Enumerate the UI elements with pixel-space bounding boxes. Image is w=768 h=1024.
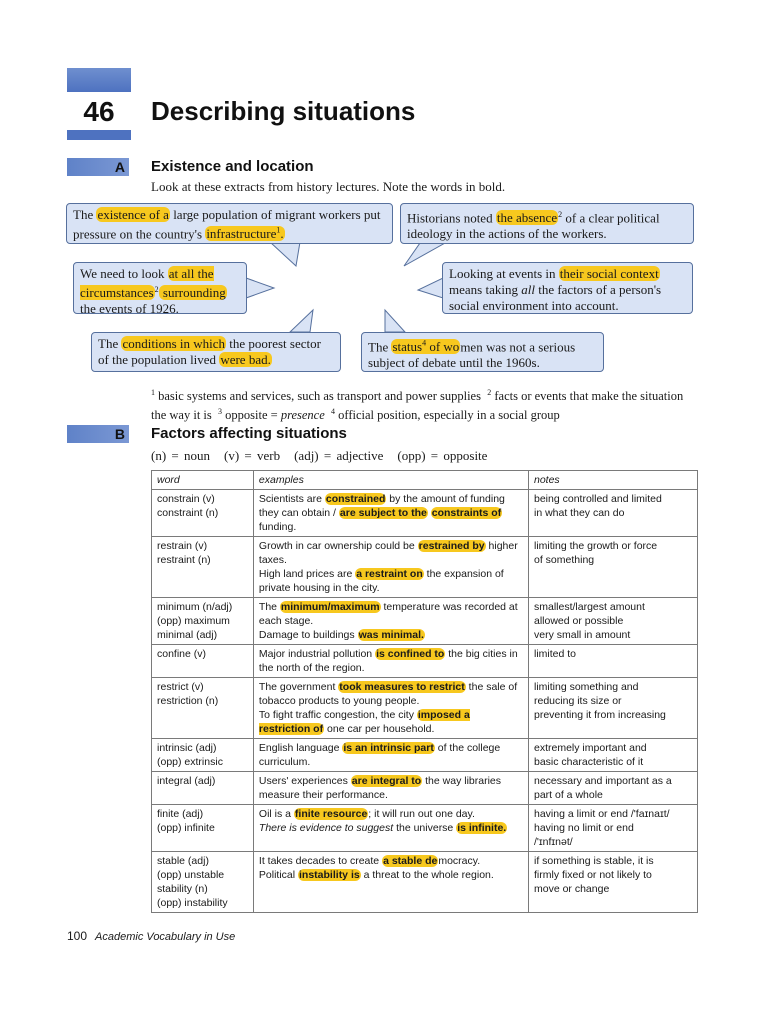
section-a-title: Existence and location	[151, 158, 314, 175]
notes-cell	[529, 852, 698, 913]
c1-text-2: large population of migrant workers put pressure on the country's	[73, 207, 381, 242]
header-notes: notes	[529, 471, 698, 490]
word: (opp) instability	[157, 897, 228, 909]
example-highlight: is an intrinsic part	[343, 742, 434, 754]
callout-circumstances	[73, 262, 247, 317]
note: basic characteristic of it	[534, 756, 644, 768]
c6-footnote-mark: 4	[422, 339, 427, 348]
example-text: the way libraries measure their performance.	[258, 775, 501, 801]
note: very small in amount	[534, 629, 631, 641]
note: necessary and important as a	[534, 775, 672, 787]
table-row	[152, 772, 698, 805]
example-highlight: minimum/maximum	[280, 601, 380, 613]
note: limited to	[534, 648, 577, 660]
example-cell	[253, 537, 528, 598]
notes-cell	[529, 739, 698, 772]
c6-highlight-1: status	[392, 339, 423, 355]
word-cell	[152, 739, 254, 772]
callout-conditions	[91, 332, 341, 372]
example-text: Damage to buildings	[258, 629, 358, 641]
footnote-1: basic systems and services, such as transport and power supplies	[158, 389, 481, 404]
c4-text-2: means taking	[449, 282, 522, 297]
note: being controlled and limited	[534, 493, 662, 505]
tail-4	[418, 278, 443, 298]
c1-text-3: .	[280, 226, 284, 242]
callout-absence	[400, 203, 694, 244]
c5-text-2: the poorest sector of the population lived	[98, 336, 321, 367]
table-row	[152, 805, 698, 852]
note: if something is stable, it is	[534, 855, 654, 867]
word-cell	[152, 805, 254, 852]
section-a-letter: A	[114, 159, 125, 175]
word: intrinsic (adj)	[157, 742, 217, 754]
page-number: 100	[67, 929, 88, 943]
example-text: The	[258, 601, 280, 613]
legend-verb: (v) = verb	[224, 448, 281, 463]
note: having no limit or end	[534, 822, 634, 834]
word-cell	[152, 852, 254, 913]
section-b-letter: B	[114, 426, 125, 442]
word: (opp) infinite	[157, 822, 215, 834]
example-highlight: finite resource	[294, 808, 368, 820]
notes-cell	[529, 537, 698, 598]
word: constrain (v)	[157, 493, 215, 505]
book-title: Academic Vocabulary in Use	[95, 931, 236, 943]
c6-text-2: men was not a serious subject of debate until the 1960s.	[368, 339, 576, 371]
example-highlight: instability is	[299, 869, 360, 881]
note: /'ɪnfɪnət/	[534, 836, 573, 848]
note: limiting the growth or force	[534, 540, 658, 552]
c5-text-1: The	[98, 336, 122, 351]
note: extremely important and	[534, 742, 647, 754]
header-examples: examples	[253, 471, 528, 490]
example-cell	[253, 490, 528, 537]
callout-status	[361, 332, 604, 372]
example-cell	[253, 598, 528, 645]
notes-cell	[529, 805, 698, 852]
c3-text-1: We need to look	[80, 266, 168, 281]
word: (opp) maximum	[157, 615, 230, 627]
word: finite (adj)	[157, 808, 204, 820]
example-text: The government	[258, 681, 339, 693]
word-cell	[152, 537, 254, 598]
tail-5	[290, 310, 313, 332]
example-highlight: constrained	[325, 493, 386, 505]
word: (opp) extrinsic	[157, 756, 223, 768]
example-text: by the amount of funding they can obtain /	[258, 493, 505, 519]
legend-noun: (n) = noun	[151, 448, 210, 463]
example-text: Oil is a	[258, 808, 294, 820]
c5-highlight-2: were bad.	[220, 352, 271, 367]
example-highlight: imposed a restriction of	[258, 709, 470, 735]
example-highlight: a restraint on	[356, 568, 423, 580]
example-text: of the college curriculum.	[258, 742, 501, 768]
legend-adjective: (adj) = adjective	[294, 448, 384, 463]
section-b-title: Factors affecting situations	[151, 425, 347, 442]
word-cell	[152, 772, 254, 805]
c5-highlight-1: conditions in which	[122, 336, 226, 351]
example-text: Scientists are	[258, 493, 325, 505]
tail-1	[270, 242, 300, 266]
footnote-4: official position, especially in a social group	[338, 408, 560, 423]
example-text: the sale of tobacco products to young people.	[258, 681, 518, 707]
c4-text-3: the factors of a person's social environment into account.	[449, 282, 662, 313]
c3-highlight-1: at all the circumstances	[80, 266, 214, 301]
example-highlight: is infinite.	[457, 822, 507, 834]
example-cell	[253, 772, 528, 805]
c1-footnote-mark: 1	[276, 226, 281, 235]
word: (opp) unstable	[157, 869, 225, 881]
word: stable (adj)	[157, 855, 209, 867]
footnote-3-mark: 3	[218, 407, 223, 417]
abbreviation-legend	[151, 448, 501, 464]
c1-highlight-1: existence of a	[97, 207, 169, 222]
example-cell	[253, 645, 528, 678]
c4-text-1: Looking at events in	[449, 266, 559, 281]
example-text: It takes decades to create	[258, 855, 383, 867]
tail-2	[404, 243, 445, 266]
example-text: one car per household.	[324, 723, 435, 735]
example-text: ; it will run out one day.	[368, 808, 475, 820]
c6-highlight-2: of wo	[426, 339, 460, 355]
word: restraint (n)	[157, 554, 211, 566]
c6-text-1: The	[368, 339, 392, 355]
unit-title: Describing situations	[151, 96, 416, 126]
example-text: funding.	[258, 521, 297, 533]
note: move or change	[534, 883, 610, 895]
example-highlight: are subject to the	[339, 507, 427, 519]
word: restrain (v)	[157, 540, 208, 552]
note: firmly fixed or not likely to	[534, 869, 652, 881]
footnote-2: facts or events that make the situation the way it is	[151, 389, 684, 423]
word-cell	[152, 678, 254, 739]
word: constraint (n)	[157, 507, 219, 519]
c2-text-2: of a clear political ideology in the actions of the workers.	[407, 210, 660, 242]
note: allowed or possible	[534, 615, 624, 627]
table-row	[152, 739, 698, 772]
word: minimum (n/adj)	[157, 601, 233, 613]
example-text: To fight traffic congestion, the city	[258, 709, 417, 721]
example-text: mocracy.	[438, 855, 481, 867]
footnote-1-mark: 1	[151, 388, 155, 397]
c2-footnote-mark: 2	[558, 210, 563, 219]
c6-highlight	[391, 339, 460, 354]
footnote-2-mark: 2	[487, 388, 492, 397]
callout-social-context	[442, 262, 693, 314]
example-text: a threat to the whole region.	[360, 869, 494, 881]
tail-3	[246, 278, 274, 298]
example-text: the expansion of private housing in the city.	[258, 568, 504, 594]
table-row	[152, 537, 698, 598]
unit-number: 46	[67, 92, 131, 132]
example-highlight: constraints of	[431, 507, 502, 519]
example-text: higher taxes.	[258, 540, 518, 566]
example-text: English language	[258, 742, 343, 754]
table-row	[152, 645, 698, 678]
vocabulary-table	[151, 470, 698, 913]
example-cell	[253, 739, 528, 772]
word: integral (adj)	[157, 775, 216, 787]
example-text: Political	[258, 869, 299, 881]
notes-cell	[529, 678, 698, 739]
word: minimal (adj)	[157, 629, 218, 641]
example-text: High land prices are	[258, 568, 356, 580]
word: confine (v)	[157, 648, 207, 660]
table-header-row	[152, 471, 698, 490]
example-text: the big cities in the north of the region.	[258, 648, 518, 674]
example-text: temperature was recorded at each stage.	[258, 601, 518, 627]
note: preventing it from increasing	[534, 709, 666, 721]
notes-cell	[529, 490, 698, 537]
note: of something	[534, 554, 595, 566]
example-text: Major industrial pollution	[258, 648, 376, 660]
example-highlight: a stable de	[383, 855, 438, 867]
note: in what they can do	[534, 507, 625, 519]
c2-text-1: Historians noted	[407, 210, 496, 226]
notes-cell	[529, 772, 698, 805]
footnote-3: opposite =	[225, 408, 281, 423]
word-cell	[152, 645, 254, 678]
c2-highlight-1: the absence	[496, 210, 558, 226]
notes-cell	[529, 598, 698, 645]
c1-highlight-2-text: infrastructure	[206, 226, 277, 242]
footnotes	[151, 385, 691, 423]
word: restriction (n)	[157, 695, 219, 707]
note: part of a whole	[534, 789, 603, 801]
header-word: word	[152, 471, 254, 490]
example-cell	[253, 678, 528, 739]
example-highlight: are integral to	[351, 775, 422, 787]
word-cell	[152, 490, 254, 537]
example-highlight: was minimal.	[358, 629, 424, 641]
example-emphasis: There is evidence to suggest	[258, 822, 394, 834]
table-row	[152, 678, 698, 739]
table-row	[152, 852, 698, 913]
example-text: Growth in car ownership could be	[258, 540, 418, 552]
table-row	[152, 598, 698, 645]
note: smallest/largest amount	[534, 601, 645, 613]
footnote-4-mark: 4	[331, 407, 336, 417]
example-highlight: took measures to restrict	[339, 681, 465, 693]
example-highlight: is confined to	[376, 648, 445, 660]
example-highlight: restrained by	[418, 540, 485, 552]
example-cell	[253, 805, 528, 852]
callout-existence	[66, 203, 393, 244]
c3-highlight-2: surrounding	[159, 285, 226, 301]
c4-highlight-1: their social context	[559, 266, 659, 281]
c1-text-1: The	[73, 207, 97, 222]
c3-footnote-mark: 2	[154, 285, 159, 294]
example-text: the universe	[393, 822, 457, 834]
note: reducing its size or	[534, 695, 622, 707]
word: restrict (v)	[157, 681, 204, 693]
example-text: Users' experiences	[258, 775, 351, 787]
section-a-intro: Look at these extracts from history lectures. Note the words in bold.	[151, 179, 506, 194]
c3-text-2: the events of 1926.	[80, 301, 179, 317]
c4-emphasis: all	[521, 282, 535, 297]
word: stability (n)	[157, 883, 208, 895]
c1-highlight-2	[205, 226, 284, 241]
section-b-tag	[67, 425, 129, 443]
note: limiting something and	[534, 681, 639, 693]
tail-6	[385, 310, 405, 332]
table-row	[152, 490, 698, 537]
note: having a limit or end /'faɪnaɪt/	[534, 808, 670, 820]
legend-opposite: (opp) = opposite	[397, 448, 488, 463]
example-cell	[253, 852, 528, 913]
notes-cell	[529, 645, 698, 678]
page-footer	[67, 929, 235, 943]
word-cell	[152, 598, 254, 645]
footnote-3-term: presence	[280, 408, 325, 423]
